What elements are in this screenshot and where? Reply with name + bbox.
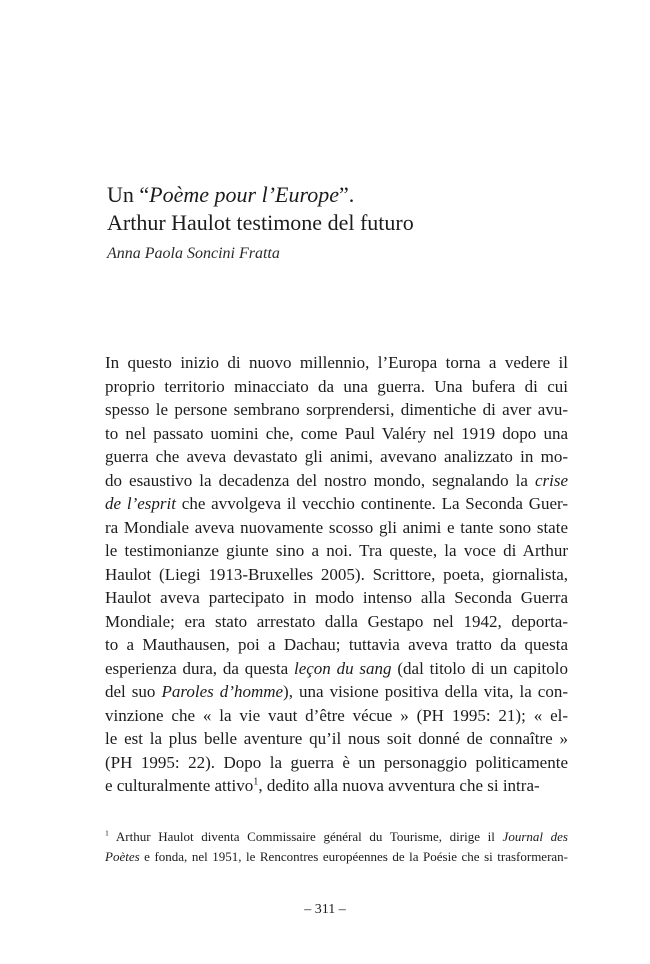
body-line (105, 610, 568, 634)
body-line (105, 422, 568, 446)
body-line (105, 633, 568, 657)
body-line (105, 375, 568, 399)
text-run: le est la plus belle aventure qu’il nous soit donné de connaître » (105, 729, 568, 748)
text-run: In questo inizio di nuovo millennio, l’Europa torna a vedere il (105, 353, 568, 372)
text-run: Mondiale; era stato arrestato dalla Gestapo nel 1942, deporta- (105, 611, 568, 631)
italic-text: Paroles d’homme (161, 682, 284, 701)
text-run: del suo (105, 682, 162, 701)
body-line (105, 516, 568, 540)
body-line (105, 586, 568, 610)
body-line (105, 657, 568, 681)
italic-text: Journal des (502, 829, 568, 844)
footnote-line (105, 847, 568, 867)
text-run: Haulot (Liegi 1913-Bruxelles 2005). Scrittore, poeta, giornalista, (105, 564, 568, 584)
title-italic: Poème pour l’Europe (149, 182, 339, 207)
chapter-title-line-2: Arthur Haulot testimone del futuro (107, 210, 414, 235)
italic-text: de l’esprit (105, 494, 176, 513)
text-run: to nel passato uomini che, come Paul Valéry nel 1919 dopo una (105, 423, 568, 443)
body-line (105, 445, 568, 469)
text-run: do esaustivo la decadenza del nostro mondo, segnalando la (105, 470, 535, 490)
body-line (105, 704, 568, 728)
body-line (105, 492, 568, 516)
footnote-marker: 1 (105, 828, 109, 838)
italic-text: Poètes (105, 849, 140, 864)
title-prefix: Un “ (107, 182, 150, 207)
text-run: Haulot aveva partecipato in modo intenso alla Seconda Guerra (105, 588, 568, 607)
body-text (105, 351, 568, 798)
chapter-title-line-1 (107, 181, 567, 209)
body-line (105, 469, 568, 493)
text-run: esperienza dura, da questa (105, 658, 294, 678)
text-run: che avvolgeva il vecchio continente. La Seconda Guer- (175, 494, 569, 513)
body-line (105, 774, 568, 798)
text-run: to a Mauthausen, poi a Dachau; tuttavia aveva tratto da questa (105, 635, 568, 654)
text-run: guerra che aveva devastato gli animi, avevano analizzato in mo- (105, 447, 568, 466)
text-run: ), una visione positiva della vita, la con- (283, 682, 569, 701)
body-line (105, 727, 568, 751)
body-line (105, 563, 568, 587)
text-run: spesso le persone sembrano sorprendersi, dimentiche di aver avu- (105, 400, 568, 419)
body-line (105, 680, 568, 704)
text-run: (PH 1995: 22). Dopo la guerra è un personaggio politicamente (105, 752, 568, 772)
text-run: (dal titolo di un capitolo (391, 658, 568, 678)
text-run: e fonda, nel 1951, le Rencontres européennes de la Poésie che si trasformeran- (139, 849, 568, 864)
chapter-heading (107, 181, 567, 265)
footnotes (105, 827, 568, 867)
title-suffix: ”. (338, 182, 355, 207)
text-run: le testimonianze giunte sino a noi. Tra queste, la voce di Arthur (105, 541, 568, 560)
body-line (105, 351, 568, 375)
footnote-marker: 1 (253, 776, 259, 788)
text-run: vinzione che « la vie vaut d’être vécue » (PH 1995: 21); « el- (105, 705, 568, 725)
page-number: – 311 – (304, 902, 346, 917)
body-line (105, 398, 568, 422)
italic-text: leçon du sang (293, 658, 392, 678)
text-run: e culturalmente attivo (105, 776, 254, 795)
footnote-line (105, 827, 568, 847)
author-name: Anna Paola Soncini Fratta (107, 245, 280, 262)
text-run: ra Mondiale aveva nuovamente scosso gli animi e tante sono state (105, 517, 568, 537)
text-run: proprio territorio minacciato da una guerra. Una bufera di cui (105, 376, 568, 396)
body-line (105, 751, 568, 775)
text-run: , dedito alla nuova avventura che si intra- (258, 776, 540, 795)
text-run: Arthur Haulot diventa Commissaire général du Tourisme, dirige il (108, 829, 503, 844)
italic-text: crise (534, 470, 568, 490)
body-line (105, 539, 568, 563)
